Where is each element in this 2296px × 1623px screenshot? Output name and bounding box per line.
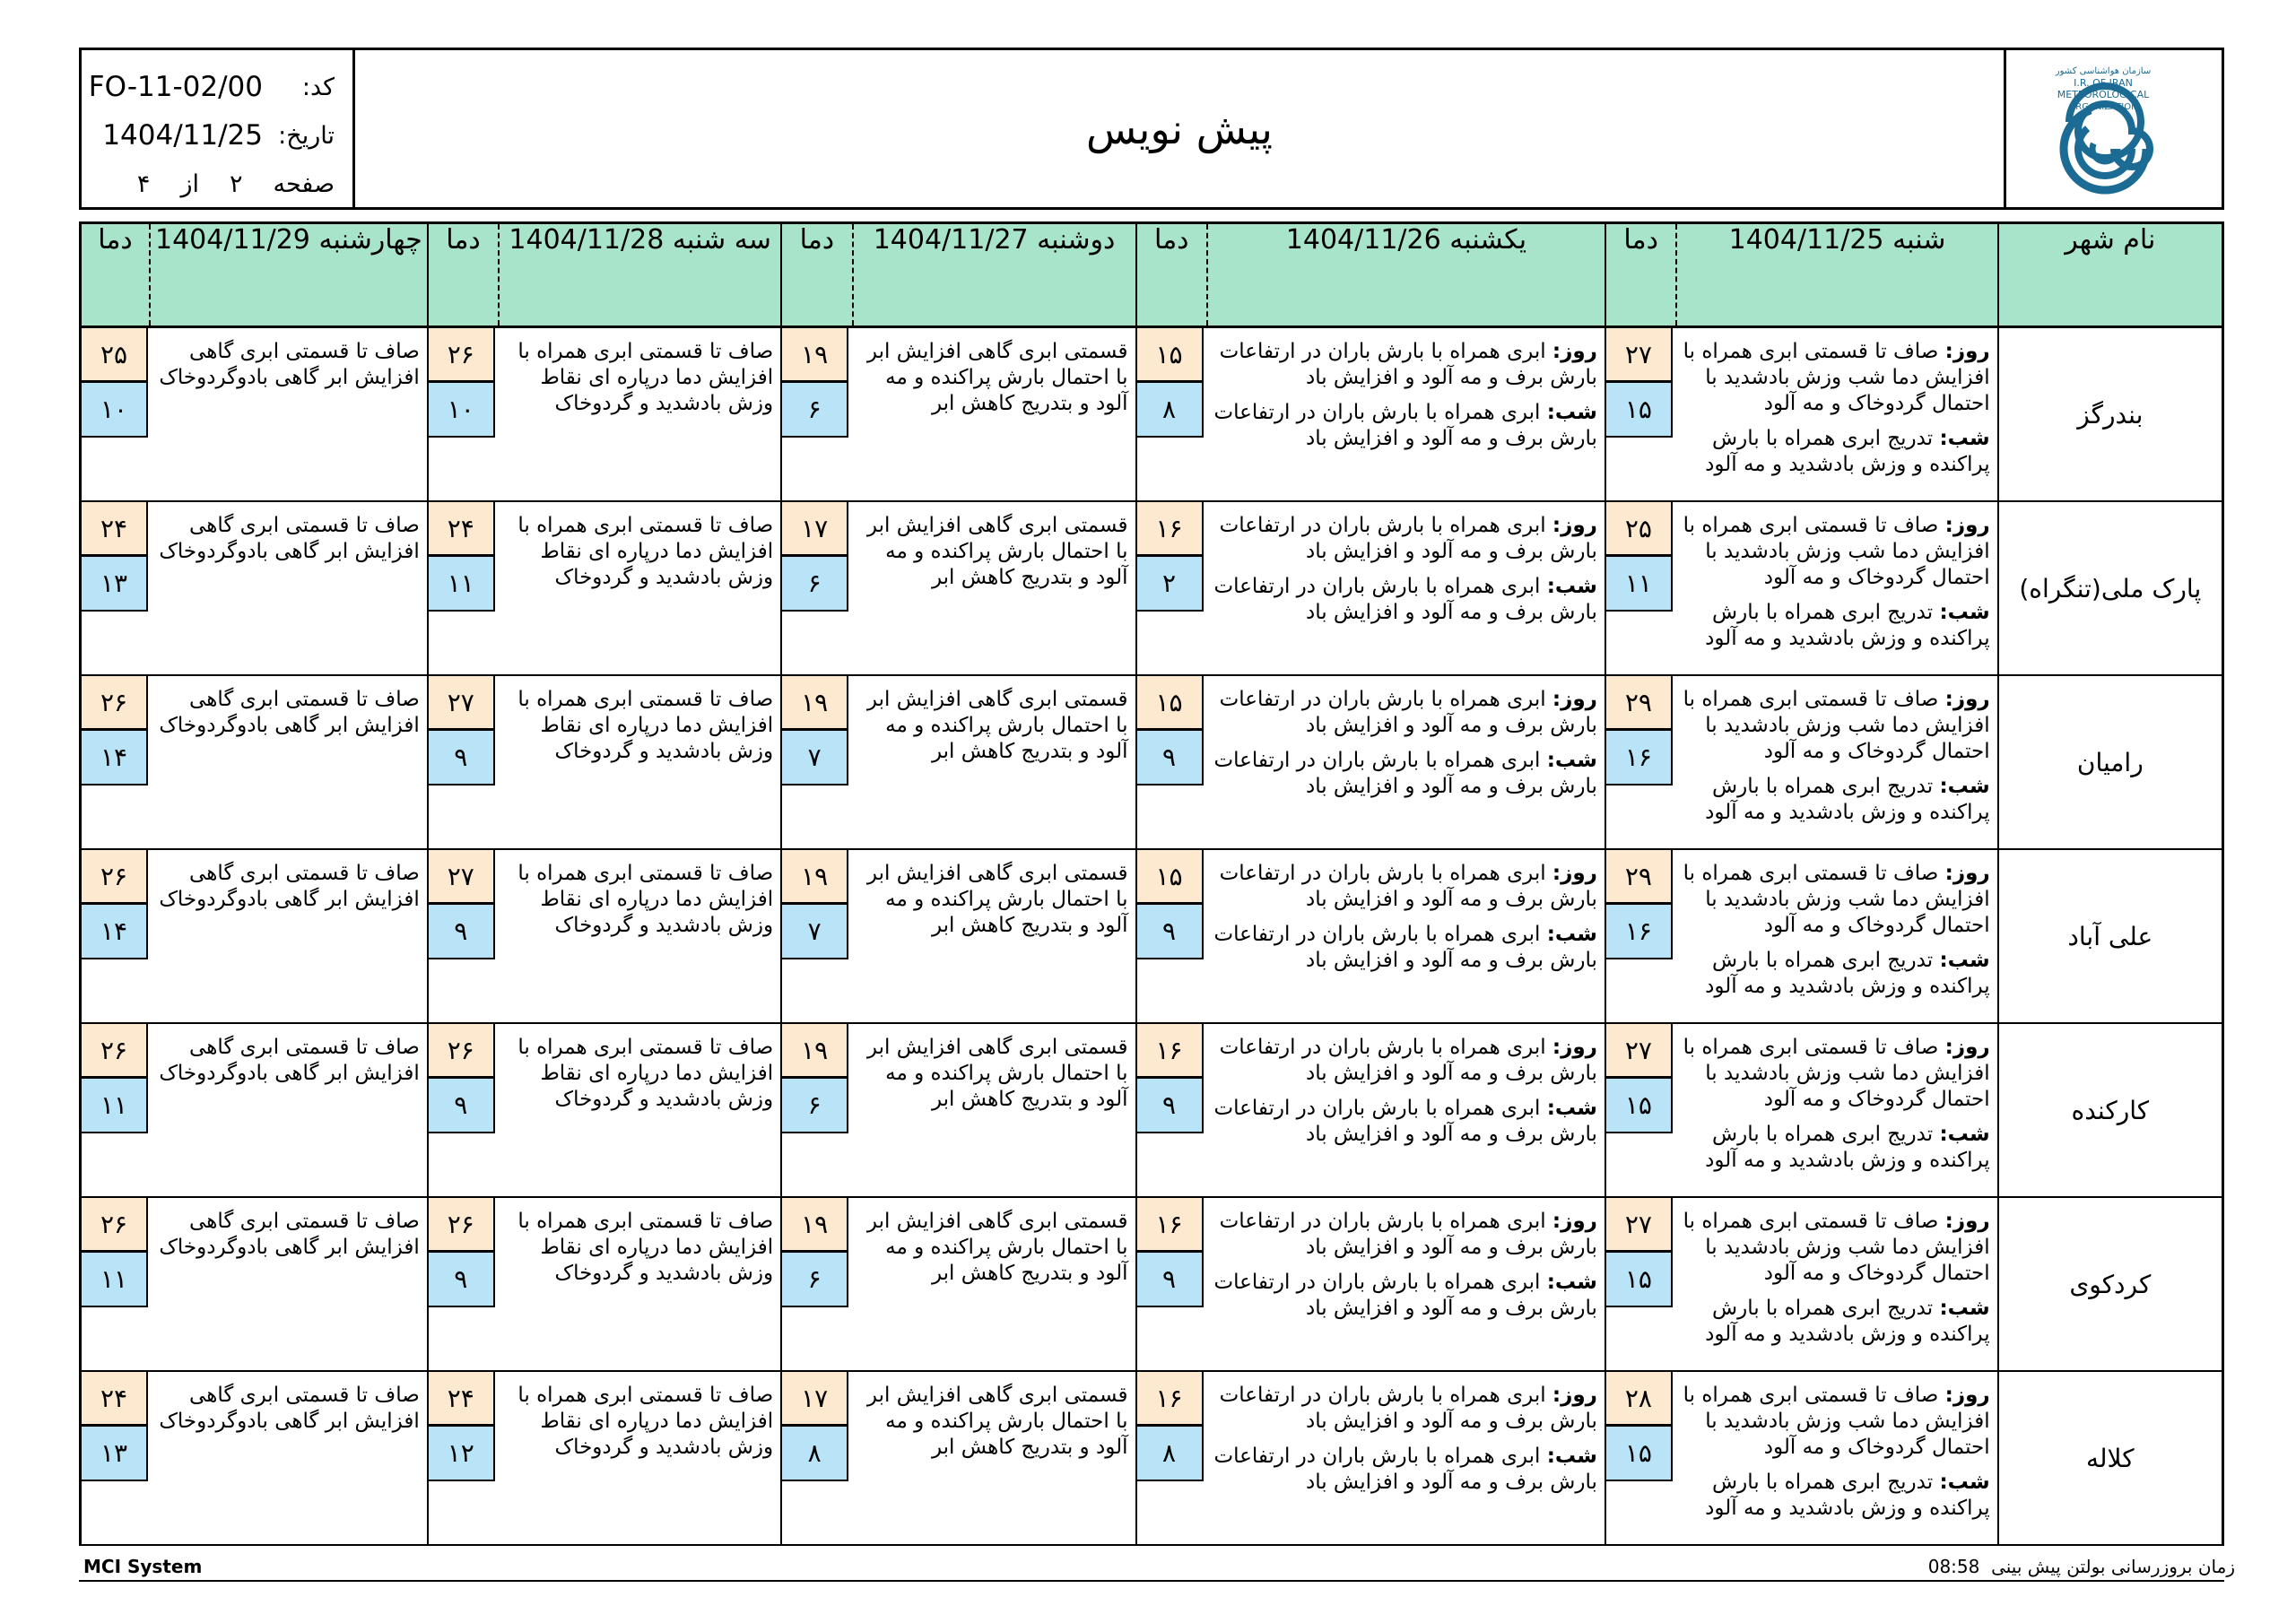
temp-cell xyxy=(1136,675,1207,849)
day-label: روز: xyxy=(1944,1210,1990,1233)
system-name: MCI System xyxy=(83,1556,203,1577)
max-temp: ۱۶ xyxy=(1137,502,1204,557)
city-name: علی آباد xyxy=(1998,849,2223,1023)
code-row xyxy=(82,63,335,111)
min-temp: ۸ xyxy=(782,1427,848,1481)
temp-cell xyxy=(81,1371,151,1545)
night-label: شب: xyxy=(1546,749,1597,772)
temp-header-5: دما xyxy=(81,223,151,327)
forecast-day5: صاف تا قسمتی ابری گاهی افزایش ابر گاهی بادوگردوخاک xyxy=(150,1023,428,1197)
night-forecast: تدریج ابری همراه با بارش پراکنده و وزش بادشدید و مه آلود xyxy=(1705,1471,1990,1520)
forecast-day3: قسمتی ابری گاهی افزایش ابر با احتمال بارش پراکنده و مه آلود و بتدریج کاهش ابر xyxy=(853,327,1136,502)
page-current: ۲ xyxy=(229,169,243,198)
city-name: رامیان xyxy=(1998,675,2223,849)
temp-cell xyxy=(81,327,151,502)
temp-header-1: دما xyxy=(1605,223,1676,327)
min-temp: ۱۳ xyxy=(82,557,148,612)
forecast-day1 xyxy=(1676,1023,1997,1197)
min-temp: ۹ xyxy=(429,731,495,785)
max-temp: ۲۷ xyxy=(1606,328,1673,383)
temp-cell xyxy=(1136,1371,1207,1545)
temp-cell xyxy=(81,1197,151,1371)
day-forecast: ابری همراه با بارش باران در ارتفاعات بارش برف و مه آلود و افزایش باد xyxy=(1219,1036,1597,1085)
min-temp: ۹ xyxy=(1137,1253,1204,1307)
temp-cell xyxy=(428,849,499,1023)
max-temp: ۲۴ xyxy=(429,1372,495,1427)
temp-cell xyxy=(81,849,151,1023)
footer-divider xyxy=(79,1580,2224,1582)
day-label: روز: xyxy=(1944,1036,1990,1059)
max-temp: ۱۹ xyxy=(782,1198,848,1253)
temp-cell xyxy=(1605,1371,1676,1545)
min-temp: ۹ xyxy=(429,1079,495,1133)
table-row xyxy=(81,675,2223,849)
min-temp: ۱۱ xyxy=(82,1253,148,1307)
min-temp: ۸ xyxy=(1137,383,1204,438)
forecast-day1 xyxy=(1676,327,1997,502)
forecast-day3: قسمتی ابری گاهی افزایش ابر با احتمال بارش پراکنده و مه آلود و بتدریج کاهش ابر xyxy=(853,1371,1136,1545)
temp-cell xyxy=(1605,1023,1676,1197)
page-total: ۴ xyxy=(136,169,151,198)
forecast-day1 xyxy=(1676,675,1997,849)
date-value: 1404/11/25 xyxy=(102,119,263,152)
temp-cell xyxy=(1136,327,1207,502)
temp-cell xyxy=(781,1197,852,1371)
min-temp: ۱۱ xyxy=(429,557,495,612)
day-label: روز: xyxy=(1944,1384,1990,1407)
night-forecast: تدریج ابری همراه با بارش پراکنده و وزش بادشدید و مه آلود xyxy=(1705,427,1990,476)
day-label: روز: xyxy=(1552,340,1597,363)
min-temp: ۶ xyxy=(782,383,848,438)
night-forecast: تدریج ابری همراه با بارش پراکنده و وزش بادشدید و مه آلود xyxy=(1705,1123,1990,1172)
day-forecast: ابری همراه با بارش باران در ارتفاعات بارش برف و مه آلود و افزایش باد xyxy=(1219,1210,1597,1259)
night-forecast: تدریج ابری همراه با بارش پراکنده و وزش بادشدید و مه آلود xyxy=(1705,949,1990,998)
max-temp: ۲۶ xyxy=(82,676,148,731)
min-temp: ۸ xyxy=(1137,1427,1204,1481)
logo-fa-text: سازمان هواشناسی کشور xyxy=(2055,66,2152,76)
city-name: پارک ملی(تنگراه) xyxy=(1998,501,2223,675)
temp-cell xyxy=(781,1023,852,1197)
forecast-day1 xyxy=(1676,1197,1997,1371)
night-label: شب: xyxy=(1939,427,1990,450)
night-forecast: ابری همراه با بارش باران در ارتفاعات بارش برف و مه آلود و افزایش باد xyxy=(1213,1445,1597,1494)
page-of: از xyxy=(180,169,199,198)
max-temp: ۱۹ xyxy=(782,1024,848,1079)
forecast-day4: صاف تا قسمتی ابری همراه با افزایش دما درپاره ای نقاط وزش بادشدید و گردوخاک xyxy=(499,1197,781,1371)
temp-cell xyxy=(428,1371,499,1545)
day-forecast: ابری همراه با بارش باران در ارتفاعات بارش برف و مه آلود و افزایش باد xyxy=(1219,340,1597,389)
day-header-5: چهارشنبه 1404/11/29 xyxy=(150,223,428,327)
temp-cell xyxy=(781,675,852,849)
max-temp: ۱۹ xyxy=(782,328,848,383)
temp-cell xyxy=(1605,849,1676,1023)
night-label: شب: xyxy=(1546,1271,1597,1294)
title-cell xyxy=(355,50,2004,207)
max-temp: ۱۷ xyxy=(782,502,848,557)
forecast-day5: صاف تا قسمتی ابری گاهی افزایش ابر گاهی بادوگردوخاک xyxy=(150,1197,428,1371)
temp-header-2: دما xyxy=(1136,223,1207,327)
temp-cell xyxy=(428,1023,499,1197)
night-label: شب: xyxy=(1939,949,1990,972)
max-temp: ۱۹ xyxy=(782,676,848,731)
night-forecast: ابری همراه با بارش باران در ارتفاعات بارش برف و مه آلود و افزایش باد xyxy=(1213,1271,1597,1320)
max-temp: ۲۴ xyxy=(429,502,495,557)
temp-cell xyxy=(1605,501,1676,675)
code-label: کد: xyxy=(301,73,335,101)
night-forecast: ابری همراه با بارش باران در ارتفاعات بارش برف و مه آلود و افزایش باد xyxy=(1213,749,1597,798)
table-row xyxy=(81,1371,2223,1545)
table-row xyxy=(81,1023,2223,1197)
day-forecast: ابری همراه با بارش باران در ارتفاعات بارش برف و مه آلود و افزایش باد xyxy=(1219,1384,1597,1433)
min-temp: ۹ xyxy=(429,905,495,959)
page-label: صفحه xyxy=(273,169,335,198)
night-forecast: تدریج ابری همراه با بارش پراکنده و وزش بادشدید و مه آلود xyxy=(1705,601,1990,650)
min-temp: ۹ xyxy=(429,1253,495,1307)
min-temp: ۱۴ xyxy=(82,731,148,785)
day-label: روز: xyxy=(1552,862,1597,885)
table-row xyxy=(81,849,2223,1023)
min-temp: ۱۱ xyxy=(82,1079,148,1133)
forecast-day3: قسمتی ابری گاهی افزایش ابر با احتمال بارش پراکنده و مه آلود و بتدریج کاهش ابر xyxy=(853,1023,1136,1197)
max-temp: ۲۸ xyxy=(1606,1372,1673,1427)
city-name: کردکوی xyxy=(1998,1197,2223,1371)
night-label: شب: xyxy=(1939,601,1990,624)
night-forecast: ابری همراه با بارش باران در ارتفاعات بارش برف و مه آلود و افزایش باد xyxy=(1213,575,1597,624)
max-temp: ۱۶ xyxy=(1137,1024,1204,1079)
city-name: بندرگز xyxy=(1998,327,2223,502)
temp-cell xyxy=(81,501,151,675)
temp-cell xyxy=(1136,1197,1207,1371)
forecast-day1 xyxy=(1676,849,1997,1023)
min-temp: ۶ xyxy=(782,557,848,612)
document-header xyxy=(79,48,2224,210)
min-temp: ۶ xyxy=(782,1253,848,1307)
temp-cell xyxy=(1605,1197,1676,1371)
temp-cell xyxy=(81,1023,151,1197)
logo-en-line-2: METEOROLOGICAL xyxy=(2057,89,2150,100)
day-forecast: ابری همراه با بارش باران در ارتفاعات بارش برف و مه آلود و افزایش باد xyxy=(1219,862,1597,911)
temp-cell xyxy=(428,1197,499,1371)
document-meta xyxy=(82,50,355,207)
min-temp: ۱۶ xyxy=(1606,905,1673,959)
temp-cell xyxy=(781,849,852,1023)
temp-cell xyxy=(1605,327,1676,502)
min-temp: ۹ xyxy=(1137,1079,1204,1133)
max-temp: ۱۵ xyxy=(1137,676,1204,731)
update-time: 08:58 xyxy=(1927,1556,1980,1577)
forecast-day3: قسمتی ابری گاهی افزایش ابر با احتمال بارش پراکنده و مه آلود و بتدریج کاهش ابر xyxy=(853,675,1136,849)
max-temp: ۲۷ xyxy=(1606,1024,1673,1079)
temp-cell xyxy=(781,1371,852,1545)
temp-cell xyxy=(428,327,499,502)
day-label: روز: xyxy=(1944,340,1990,363)
night-label: شب: xyxy=(1939,1123,1990,1146)
night-forecast: تدریج ابری همراه با بارش پراکنده و وزش بادشدید و مه آلود xyxy=(1705,1297,1990,1346)
max-temp: ۲۶ xyxy=(82,1024,148,1079)
night-label: شب: xyxy=(1546,1097,1597,1120)
temp-header-4: دما xyxy=(428,223,499,327)
min-temp: ۱۰ xyxy=(429,383,495,438)
update-label: زمان بروزرسانی بولتن پیش بینی xyxy=(1991,1556,2235,1577)
day-label: روز: xyxy=(1552,1036,1597,1059)
logo-en-line-1: I.R. OF IRAN xyxy=(2074,77,2133,89)
night-label: شب: xyxy=(1939,775,1990,798)
max-temp: ۱۷ xyxy=(782,1372,848,1427)
temp-cell xyxy=(1605,675,1676,849)
forecast-day5: صاف تا قسمتی ابری گاهی افزایش ابر گاهی بادوگردوخاک xyxy=(150,849,428,1023)
table-row xyxy=(81,1197,2223,1371)
min-temp: ۱۱ xyxy=(1606,557,1673,612)
forecast-day2 xyxy=(1207,1371,1605,1545)
forecast-day4: صاف تا قسمتی ابری همراه با افزایش دما درپاره ای نقاط وزش بادشدید و گردوخاک xyxy=(499,1371,781,1545)
date-row xyxy=(82,111,335,160)
forecast-day1 xyxy=(1676,1371,1997,1545)
temp-cell xyxy=(1136,849,1207,1023)
max-temp: ۲۷ xyxy=(429,676,495,731)
update-time-label xyxy=(1928,1556,2235,1577)
max-temp: ۲۵ xyxy=(82,328,148,383)
day-header-4: سه شنبه 1404/11/28 xyxy=(499,223,781,327)
day-label: روز: xyxy=(1552,1210,1597,1233)
temp-cell xyxy=(1136,501,1207,675)
min-temp: ۱۴ xyxy=(82,905,148,959)
night-forecast: تدریج ابری همراه با بارش پراکنده و وزش بادشدید و مه آلود xyxy=(1705,775,1990,824)
min-temp: ۹ xyxy=(1137,905,1204,959)
forecast-day3: قسمتی ابری گاهی افزایش ابر با احتمال بارش پراکنده و مه آلود و بتدریج کاهش ابر xyxy=(853,849,1136,1023)
table-row xyxy=(81,501,2223,675)
forecast-day4: صاف تا قسمتی ابری همراه با افزایش دما درپاره ای نقاط وزش بادشدید و گردوخاک xyxy=(499,849,781,1023)
table-header-row xyxy=(81,223,2223,327)
min-temp: ۱۲ xyxy=(429,1427,495,1481)
max-temp: ۲۶ xyxy=(82,1198,148,1253)
forecast-day2 xyxy=(1207,327,1605,502)
max-temp: ۱۶ xyxy=(1137,1372,1204,1427)
min-temp: ۱۶ xyxy=(1606,731,1673,785)
page-row xyxy=(82,160,335,208)
max-temp: ۲۷ xyxy=(429,850,495,905)
night-label: شب: xyxy=(1546,1445,1597,1468)
page-title: پیش نویس xyxy=(1086,104,1273,153)
day-header-3: دوشنبه 1404/11/27 xyxy=(853,223,1136,327)
temp-cell xyxy=(81,675,151,849)
forecast-day4: صاف تا قسمتی ابری همراه با افزایش دما درپاره ای نقاط وزش بادشدید و گردوخاک xyxy=(499,501,781,675)
day-label: روز: xyxy=(1944,514,1990,537)
max-temp: ۱۵ xyxy=(1137,328,1204,383)
max-temp: ۱۶ xyxy=(1137,1198,1204,1253)
day-forecast: ابری همراه با بارش باران در ارتفاعات بارش برف و مه آلود و افزایش باد xyxy=(1219,688,1597,737)
min-temp: ۲ xyxy=(1137,557,1204,612)
day-forecast: صاف تا قسمتی ابری همراه با افزایش دما شب وزش بادشدید با احتمال گردوخاک و مه آلود xyxy=(1683,862,1990,937)
forecast-day5: صاف تا قسمتی ابری گاهی افزایش ابر گاهی بادوگردوخاک xyxy=(150,501,428,675)
max-temp: ۲۶ xyxy=(429,1198,495,1253)
forecast-day2 xyxy=(1207,675,1605,849)
forecast-table xyxy=(79,221,2224,1546)
max-temp: ۲۶ xyxy=(429,328,495,383)
night-forecast: ابری همراه با بارش باران در ارتفاعات بارش برف و مه آلود و افزایش باد xyxy=(1213,401,1597,450)
night-label: شب: xyxy=(1546,575,1597,598)
max-temp: ۱۵ xyxy=(1137,850,1204,905)
forecast-day4: صاف تا قسمتی ابری همراه با افزایش دما درپاره ای نقاط وزش بادشدید و گردوخاک xyxy=(499,1023,781,1197)
day-forecast: صاف تا قسمتی ابری همراه با افزایش دما شب وزش بادشدید با احتمال گردوخاک و مه آلود xyxy=(1683,688,1990,763)
day-forecast: صاف تا قسمتی ابری همراه با افزایش دما شب وزش بادشدید با احتمال گردوخاک و مه آلود xyxy=(1683,1210,1990,1285)
min-temp: ۷ xyxy=(782,731,848,785)
night-label: شب: xyxy=(1546,401,1597,424)
day-forecast: صاف تا قسمتی ابری همراه با افزایش دما شب وزش بادشدید با احتمال گردوخاک و مه آلود xyxy=(1683,1384,1990,1459)
forecast-day4: صاف تا قسمتی ابری همراه با افزایش دما درپاره ای نقاط وزش بادشدید و گردوخاک xyxy=(499,675,781,849)
night-label: شب: xyxy=(1546,923,1597,946)
temp-cell xyxy=(428,501,499,675)
city-column-header: نام شهر xyxy=(1998,223,2223,327)
max-temp: ۲۵ xyxy=(1606,502,1673,557)
temp-header-3: دما xyxy=(781,223,852,327)
day-header-2: یکشنبه 1404/11/26 xyxy=(1207,223,1605,327)
table-row xyxy=(81,327,2223,502)
forecast-rows xyxy=(81,327,2223,1546)
forecast-day5: صاف تا قسمتی ابری گاهی افزایش ابر گاهی بادوگردوخاک xyxy=(150,327,428,502)
forecast-day2 xyxy=(1207,1197,1605,1371)
day-label: روز: xyxy=(1944,862,1990,885)
forecast-day5: صاف تا قسمتی ابری گاهی افزایش ابر گاهی بادوگردوخاک xyxy=(150,675,428,849)
temp-cell xyxy=(781,501,852,675)
day-forecast: صاف تا قسمتی ابری همراه با افزایش دما شب وزش بادشدید با احتمال گردوخاک و مه آلود xyxy=(1683,514,1990,589)
day-forecast: صاف تا قسمتی ابری همراه با افزایش دما شب وزش بادشدید با احتمال گردوخاک و مه آلود xyxy=(1683,1036,1990,1111)
day-forecast: صاف تا قسمتی ابری همراه با افزایش دما شب وزش بادشدید با احتمال گردوخاک و مه آلود xyxy=(1683,340,1990,415)
day-label: روز: xyxy=(1552,688,1597,711)
min-temp: ۷ xyxy=(782,905,848,959)
logo-cell xyxy=(2004,50,2222,207)
night-label: شب: xyxy=(1939,1297,1990,1320)
night-forecast: ابری همراه با بارش باران در ارتفاعات بارش برف و مه آلود و افزایش باد xyxy=(1213,923,1597,972)
day-label: روز: xyxy=(1552,1384,1597,1407)
city-name: کلاله xyxy=(1998,1371,2223,1545)
max-temp: ۲۹ xyxy=(1606,676,1673,731)
forecast-day2 xyxy=(1207,501,1605,675)
meteorological-organization-logo xyxy=(2006,50,2222,207)
forecast-day1 xyxy=(1676,501,1997,675)
night-forecast: ابری همراه با بارش باران در ارتفاعات بارش برف و مه آلود و افزایش باد xyxy=(1213,1097,1597,1146)
max-temp: ۲۴ xyxy=(82,1372,148,1427)
max-temp: ۲۴ xyxy=(82,502,148,557)
day-label: روز: xyxy=(1552,514,1597,537)
forecast-day5: صاف تا قسمتی ابری گاهی افزایش ابر گاهی بادوگردوخاک xyxy=(150,1371,428,1545)
forecast-day3: قسمتی ابری گاهی افزایش ابر با احتمال بارش پراکنده و مه آلود و بتدریج کاهش ابر xyxy=(853,501,1136,675)
min-temp: ۹ xyxy=(1137,731,1204,785)
max-temp: ۲۹ xyxy=(1606,850,1673,905)
day-forecast: ابری همراه با بارش باران در ارتفاعات بارش برف و مه آلود و افزایش باد xyxy=(1219,514,1597,563)
min-temp: ۱۰ xyxy=(82,383,148,438)
max-temp: ۲۶ xyxy=(429,1024,495,1079)
min-temp: ۱۵ xyxy=(1606,1079,1673,1133)
max-temp: ۲۷ xyxy=(1606,1198,1673,1253)
max-temp: ۱۹ xyxy=(782,850,848,905)
day-header-1: شنبه 1404/11/25 xyxy=(1676,223,1997,327)
min-temp: ۱۳ xyxy=(82,1427,148,1481)
temp-cell xyxy=(1136,1023,1207,1197)
night-label: شب: xyxy=(1939,1471,1990,1494)
code-value: FO-11-02/00 xyxy=(88,71,263,103)
forecast-day2 xyxy=(1207,849,1605,1023)
min-temp: ۱۵ xyxy=(1606,383,1673,438)
date-label: تاریخ: xyxy=(278,121,335,150)
min-temp: ۱۵ xyxy=(1606,1253,1673,1307)
forecast-day4: صاف تا قسمتی ابری همراه با افزایش دما درپاره ای نقاط وزش بادشدید و گردوخاک xyxy=(499,327,781,502)
min-temp: ۶ xyxy=(782,1079,848,1133)
min-temp: ۱۵ xyxy=(1606,1427,1673,1481)
logo-en-line-3: ORGANIZATION xyxy=(2068,102,2138,112)
max-temp: ۲۶ xyxy=(82,850,148,905)
temp-cell xyxy=(781,327,852,502)
temp-cell xyxy=(428,675,499,849)
forecast-day2 xyxy=(1207,1023,1605,1197)
forecast-day3: قسمتی ابری گاهی افزایش ابر با احتمال بارش پراکنده و مه آلود و بتدریج کاهش ابر xyxy=(853,1197,1136,1371)
city-name: کارکنده xyxy=(1998,1023,2223,1197)
day-label: روز: xyxy=(1944,688,1990,711)
